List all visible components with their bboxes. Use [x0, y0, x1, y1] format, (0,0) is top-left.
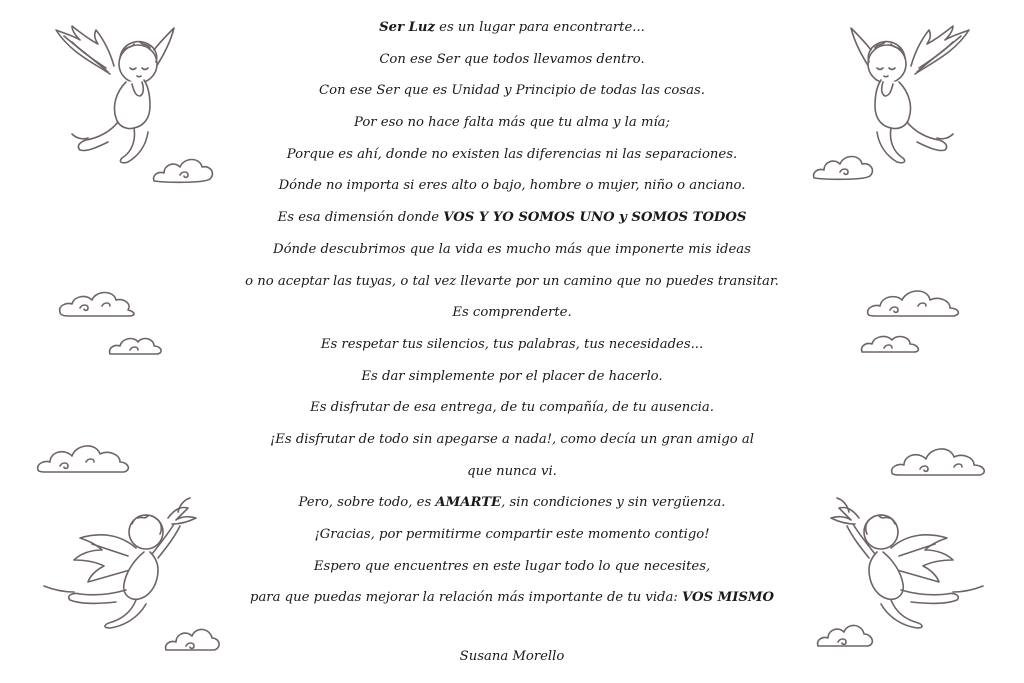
cloud-icon	[810, 150, 876, 182]
cloud-icon	[816, 620, 876, 650]
poem-text: o no aceptar las tuyas, o tal vez llevarte por un camino que no puedes transitar.	[245, 273, 779, 289]
poem-text: Es respetar tus silencios, tus palabras, tus necesidades...	[320, 336, 704, 352]
poem-line	[200, 202, 824, 234]
poem-text: Es esa dimensión donde	[277, 210, 444, 226]
poem-emphasis: Ser Luz	[379, 20, 435, 35]
poem-line	[200, 107, 824, 139]
poem-line	[200, 424, 824, 456]
poem-line	[200, 361, 824, 393]
poem-text: para que puedas mejorar la relación más importante de tu vida:	[250, 590, 683, 606]
poem-text: Es dar simplemente por el placer de hacerlo.	[361, 368, 663, 384]
cloud-icon	[58, 288, 138, 318]
poem-line	[200, 487, 824, 519]
poem-line	[200, 12, 824, 44]
poem-line	[200, 297, 824, 329]
cloud-icon	[890, 443, 988, 477]
angel-praying-icon	[52, 22, 187, 167]
poem-emphasis: AMARTE	[435, 495, 502, 511]
poem-text: Con ese Ser que es Unidad y Principio de todas las cosas.	[319, 83, 705, 99]
cloud-icon	[150, 153, 216, 185]
poem-line	[200, 266, 824, 298]
cloud-icon	[108, 332, 164, 358]
poem-text: Con ese Ser que todos llevamos dentro.	[379, 51, 645, 67]
poem-line	[200, 44, 824, 76]
poem-emphasis: VOS MISMO	[682, 590, 774, 606]
poem-text: ¡Es disfrutar de todo sin apegarse a nada!, como decía un gran amigo al	[269, 431, 755, 447]
cloud-icon	[36, 440, 132, 474]
poem-line	[200, 329, 824, 361]
poem-text: Por eso no hace falta más que tu alma y la mía;	[354, 115, 670, 131]
poem-line	[200, 582, 824, 614]
poem-line	[200, 551, 824, 583]
poem-line	[200, 519, 824, 551]
poem-text: Porque es ahí, donde no existen las diferencias ni las separaciones.	[286, 146, 738, 162]
poem-line	[200, 139, 824, 171]
cloud-icon	[860, 330, 922, 356]
poem-line	[200, 170, 824, 202]
poem-text: Es disfrutar de esa entrega, de tu compañía, de tu ausencia.	[310, 400, 714, 416]
cloud-icon	[866, 286, 962, 318]
poem-line	[200, 75, 824, 107]
poem-emphasis: VOS Y YO SOMOS UNO y SOMOS TODOS	[443, 210, 747, 226]
poem-line	[200, 456, 824, 488]
poem-body	[200, 12, 824, 614]
angel-flying-icon	[812, 498, 987, 628]
cloud-icon	[164, 624, 222, 654]
poem-text: es un lugar para encontrarte...	[434, 20, 645, 35]
poem-line	[200, 234, 824, 266]
poem-text: Pero, sobre todo, es	[298, 495, 436, 511]
angel-flying-icon	[40, 498, 215, 628]
poem-line	[200, 392, 824, 424]
poem-text: , sin condiciones y sin vergüenza.	[501, 495, 726, 511]
author-signature: Susana Morello	[459, 649, 565, 664]
poem-text: Dónde descubrimos que la vida es mucho más que imponerte mis ideas	[273, 241, 751, 257]
poem-text: Espero que encuentres en este lugar todo lo que necesites,	[313, 558, 711, 574]
poem-text: Dónde no importa si eres alto o bajo, hombre o mujer, niño o anciano.	[278, 178, 746, 194]
poem-text: que nunca vi.	[467, 463, 557, 479]
angel-praying-icon	[838, 22, 973, 167]
poem-text: Es comprenderte.	[452, 305, 572, 321]
poem-text: ¡Gracias, por permitirme compartir este momento contigo!	[314, 527, 710, 542]
